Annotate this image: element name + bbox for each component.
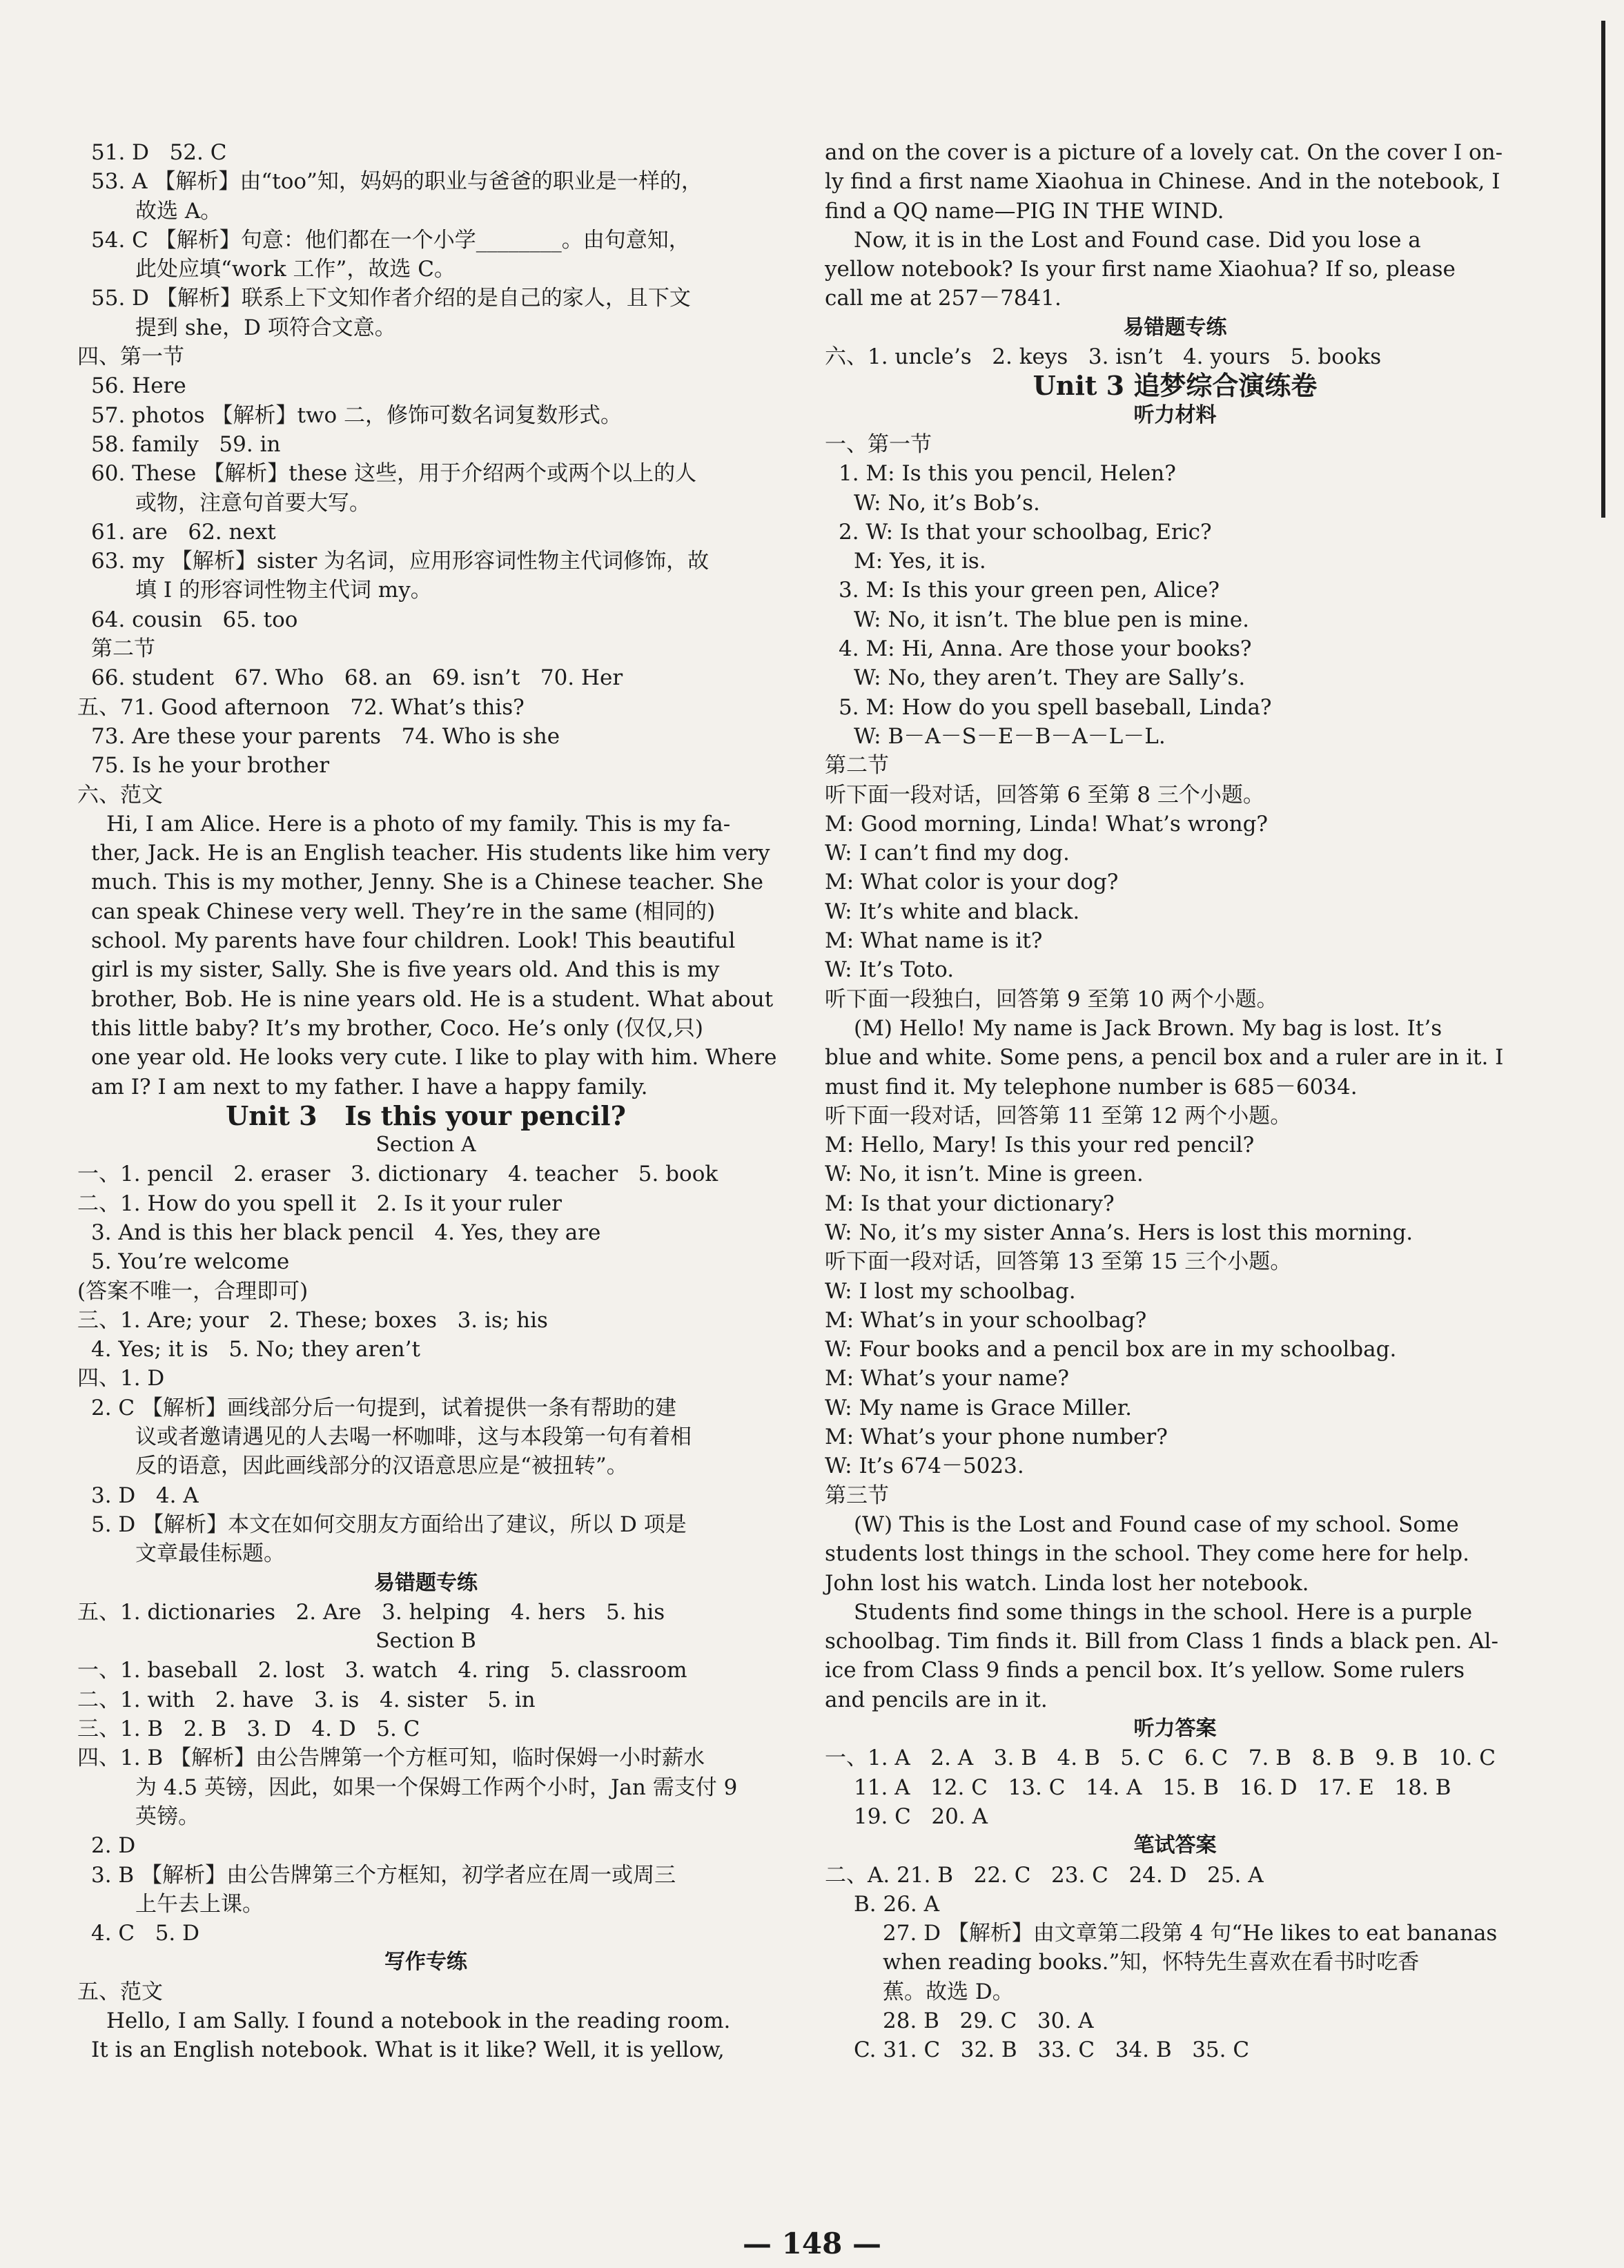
right-column-line: M: What’s your name?	[825, 1366, 1070, 1391]
left-column-line: girl is my sister, Sally. She is five years old. And this is my	[91, 957, 720, 983]
right-column-line: students lost things in the school. They come here for help.	[825, 1541, 1469, 1567]
left-column-line: 53. A 【解析】由“too”知，妈妈的职业与爸爸的职业是一样的，	[91, 169, 703, 195]
left-column-line: Section B	[375, 1629, 476, 1654]
right-column-line: M: Hello, Mary! Is this your red pencil?	[825, 1133, 1255, 1158]
left-column-line: 3. D 4. A	[91, 1483, 199, 1508]
right-column-line: 听力答案	[1133, 1717, 1217, 1741]
right-column-line: W: No, it’s my sister Anna’s. Hers is lost this morning.	[825, 1220, 1413, 1245]
left-column-line: 5. You’re welcome	[91, 1249, 290, 1275]
right-column-line: 六、1. uncle’s 2. keys 3. isn’t 4. yours 5. books	[825, 344, 1382, 370]
right-column-line: W: B－A－S－E－B－A－L－L.	[854, 723, 1166, 749]
right-column-line: 28. B 29. C 30. A	[883, 2008, 1094, 2033]
left-column-line: 文章最佳标题。	[135, 1541, 285, 1567]
right-column-line: 二、A. 21. B 22. C 23. C 24. D 25. A	[825, 1862, 1264, 1888]
left-column-line: 反的语意，因此画线部分的汉语意思应是“被扭转”。	[135, 1454, 628, 1479]
right-column-line: 笔试答案	[1133, 1833, 1217, 1858]
right-column-line: 19. C 20. A	[854, 1803, 988, 1829]
left-column-line: 2. D	[91, 1833, 136, 1859]
right-column-line: C. 31. C 32. B 33. C 34. B 35. C	[854, 2037, 1250, 2063]
left-column-line: 六、范文	[77, 782, 163, 808]
right-column-line: M: What name is it?	[825, 928, 1043, 954]
right-column-line: W: No, it isn’t. Mine is green.	[825, 1162, 1144, 1187]
left-column-line: brother, Bob. He is nine years old. He is a student. What about	[91, 986, 774, 1012]
right-column-line: and on the cover is a picture of a lovely cat. On the cover I on-	[825, 140, 1503, 165]
left-column-line: 60. These 【解析】these 这些，用于介绍两个或两个以上的人	[91, 461, 697, 487]
left-column-line: 此处应填“work 工作”，故选 C。	[135, 257, 456, 282]
left-column-line: 填 I 的形容词性物主代词 my。	[135, 578, 432, 603]
left-column-line: 一、1. baseball 2. lost 3. watch 4. ring 5. classroom	[77, 1658, 687, 1683]
right-column-line: ice from Class 9 finds a pencil box. It’s yellow. Some rulers	[825, 1658, 1465, 1683]
right-column-line: 1. M: Is this you pencil, Helen?	[839, 461, 1176, 487]
left-column-line: ther, Jack. He is an English teacher. His students like him very	[91, 841, 770, 866]
left-column-line: 二、1. How do you spell it 2. Is it your ruler	[77, 1191, 562, 1216]
left-column-line: 56. Here	[91, 373, 186, 399]
left-column-line: Hi, I am Alice. Here is a photo of my family. This is my fa-	[106, 811, 731, 837]
left-column-line: 55. D 【解析】联系上下文知作者介绍的是自己的家人，且下文	[91, 286, 691, 311]
right-column-line: schoolbag. Tim finds it. Bill from Class 1 finds a black pen. Al-	[825, 1629, 1498, 1654]
left-column-line: It is an English notebook. What is it like? Well, it is yellow,	[91, 2037, 725, 2063]
right-column-line: W: No, it’s Bob’s.	[854, 490, 1040, 516]
left-column-line: Section A	[375, 1133, 476, 1157]
left-column-line: 75. Is he your brother	[91, 753, 330, 779]
right-column	[825, 138, 1525, 2065]
right-column-line: W: I lost my schoolbag.	[825, 1278, 1076, 1304]
right-column-line: B. 26. A	[854, 1891, 940, 1917]
right-column-line: 3. M: Is this your green pen, Alice?	[839, 578, 1220, 603]
right-column-line: (W) This is the Lost and Found case of my school. Some	[854, 1512, 1459, 1537]
page-number: — 148 —	[743, 2227, 881, 2260]
right-column-line: 易错题专练	[1123, 315, 1227, 340]
right-column-line: 第二节	[825, 753, 889, 779]
right-column-line: 听力材料	[1133, 402, 1217, 427]
right-column-line: call me at 257－7841.	[825, 286, 1062, 311]
left-column-line: 或物，注意句首要大写。	[135, 490, 371, 516]
left-column-line: 四、1. D	[77, 1366, 165, 1391]
left-column-line: 第二节	[91, 636, 155, 662]
right-column-line: W: I can’t find my dog.	[825, 841, 1070, 866]
left-column-line: 议或者邀请遇见的人去喝一杯咖啡，这与本段第一句有着相	[135, 1425, 692, 1450]
right-column-line: W: It’s Toto.	[825, 957, 955, 983]
left-column-line: school. My parents have four children. Look! This beautiful	[91, 928, 736, 954]
left-column-line: 2. C 【解析】画线部分后一句提到，试着提供一条有帮助的建	[91, 1395, 677, 1420]
left-column-line: 64. cousin 65. too	[91, 607, 298, 632]
left-column-line: 英镑。	[135, 1803, 199, 1829]
right-column-line: 第三节	[825, 1483, 889, 1508]
left-column-line: one year old. He looks very cute. I like to play with him. Where	[91, 1045, 777, 1071]
right-column-line: 5. M: How do you spell baseball, Linda?	[839, 694, 1272, 720]
right-column-line: 2. W: Is that your schoolbag, Eric?	[839, 519, 1212, 545]
left-column-line: 54. C 【解析】句意：他们都在一个小学________。由句意知，	[91, 227, 690, 253]
left-column-line: 一、1. pencil 2. eraser 3. dictionary 4. teacher 5. book	[77, 1162, 718, 1187]
left-column-line: Unit 3 Is this your pencil?	[226, 1099, 626, 1131]
right-column-line: Students find some things in the school. Here is a purple	[854, 1599, 1473, 1625]
left-column-line: 三、1. B 2. B 3. D 4. D 5. C	[77, 1717, 420, 1742]
left-column-line: 61. are 62. next	[91, 519, 276, 545]
left-column-line: 5. D 【解析】本文在如何交朋友方面给出了建议，所以 D 项是	[91, 1512, 687, 1537]
right-column-line: and pencils are in it.	[825, 1687, 1048, 1712]
left-column-line: 57. photos 【解析】two 二，修饰可数名词复数形式。	[91, 402, 623, 428]
right-column-line: W: No, it isn’t. The blue pen is mine.	[854, 607, 1249, 632]
left-column-line: 51. D 52. C	[91, 140, 227, 165]
left-column-line: much. This is my mother, Jenny. She is a Chinese teacher. She	[91, 870, 763, 895]
left-column-line: 四、1. B 【解析】由公告牌第一个方框可知，临时保姆一小时薪水	[77, 1746, 705, 1771]
left-column-line: 3. And is this her black pencil 4. Yes, they are	[91, 1220, 601, 1245]
right-column-line: W: It’s white and black.	[825, 899, 1080, 924]
left-column-line: Hello, I am Sally. I found a notebook in the reading room.	[106, 2008, 731, 2033]
right-column-line: 一、第一节	[825, 431, 932, 457]
right-column-line: 4. M: Hi, Anna. Are those your books?	[839, 636, 1252, 662]
left-column-line: 写作专练	[384, 1950, 467, 1975]
left-column-line: 五、范文	[77, 1979, 163, 2004]
right-column-line: 听下面一段独白，回答第 9 至第 10 两个小题。	[825, 986, 1278, 1012]
left-column-line: 故选 A。	[135, 198, 222, 224]
left-column-line: 五、71. Good afternoon 72. What’s this?	[77, 694, 525, 720]
left-column-line: 为 4.5 英镑，因此，如果一个保姆工作两个小时，Jan 需支付 9	[135, 1775, 738, 1800]
left-column-line: 4. C 5. D	[91, 1921, 199, 1946]
right-column-line: John lost his watch. Linda lost her notebook.	[825, 1570, 1309, 1596]
left-column-line: 二、1. with 2. have 3. is 4. sister 5. in	[77, 1687, 536, 1712]
left-column-line: am I? I am next to my father. I have a happy family.	[91, 1074, 648, 1099]
left-column-line: 73. Are these your parents 74. Who is she	[91, 723, 560, 749]
right-column-line: M: What color is your dog?	[825, 870, 1119, 895]
right-column-line: 蕉。故选 D。	[883, 1979, 1014, 2004]
left-column-line: 3. B 【解析】由公告牌第三个方框知，初学者应在周一或周三	[91, 1862, 676, 1888]
left-column-line: 提到 she，D 项符合文意。	[135, 315, 396, 340]
right-column-line: M: What’s your phone number?	[825, 1425, 1168, 1450]
right-column-line: Now, it is in the Lost and Found case. Did you lose a	[854, 227, 1421, 253]
right-column-line: W: Four books and a pencil box are in my schoolbag.	[825, 1337, 1397, 1362]
left-column-line: 4. Yes; it is 5. No; they aren’t	[91, 1337, 420, 1362]
left-column	[77, 138, 777, 2065]
right-column-line: M: Is that your dictionary?	[825, 1191, 1115, 1216]
right-column-line: W: No, they aren’t. They are Sally’s.	[854, 665, 1246, 691]
right-column-line: M: What’s in your schoolbag?	[825, 1307, 1147, 1333]
left-column-line: 58. family 59. in	[91, 431, 281, 457]
right-column-line: ly find a first name Xiaohua in Chinese. And in the notebook, I	[825, 169, 1500, 195]
right-column-line: W: It’s 674－5023.	[825, 1454, 1024, 1479]
right-column-line: W: My name is Grace Miller.	[825, 1395, 1133, 1420]
right-column-line: 一、1. A 2. A 3. B 4. B 5. C 6. C 7. B 8. B 9. B 10. C	[825, 1746, 1496, 1771]
left-column-line: 易错题专练	[374, 1570, 478, 1595]
right-column-line: when reading books.”知，怀特先生喜欢在看书时吃香	[883, 1950, 1420, 1975]
left-column-line: (答案不唯一，合理即可)	[77, 1278, 309, 1304]
right-column-line: 听下面一段对话，回答第 6 至第 8 三个小题。	[825, 782, 1264, 808]
right-column-line: 听下面一段对话，回答第 13 至第 15 三个小题。	[825, 1249, 1292, 1275]
left-column-line: 四、第一节	[77, 344, 184, 370]
right-column-line: yellow notebook? Is your first name Xiaohua? If so, please	[825, 257, 1456, 282]
left-column-line: can speak Chinese very well. They’re in the same (相同的)	[91, 899, 716, 924]
left-column-line: 上午去上课。	[135, 1891, 264, 1917]
right-column-line: must find it. My telephone number is 685－6034.	[825, 1074, 1358, 1099]
right-column-line: M: Good morning, Linda! What’s wrong?	[825, 811, 1269, 837]
right-column-line: (M) Hello! My name is Jack Brown. My bag is lost. It’s	[854, 1015, 1442, 1041]
binding-edge-mark	[1601, 21, 1605, 518]
left-column-line: 63. my 【解析】sister 为名词，应用形容词性物主代词修饰，故	[91, 549, 710, 574]
right-column-line: Unit 3 追梦综合演练卷	[1033, 370, 1318, 402]
right-column-line: 11. A 12. C 13. C 14. A 15. B 16. D 17. E 18. B	[854, 1775, 1451, 1800]
left-column-line: 66. student 67. Who 68. an 69. isn’t 70. Her	[91, 665, 623, 691]
right-column-line: M: Yes, it is.	[854, 549, 986, 574]
right-column-line: blue and white. Some pens, a pencil box and a ruler are in it. I	[825, 1045, 1504, 1071]
left-column-line: 五、1. dictionaries 2. Are 3. helping 4. hers 5. his	[77, 1599, 665, 1625]
right-column-line: 听下面一段对话，回答第 11 至第 12 两个小题。	[825, 1103, 1292, 1128]
left-column-line: this little baby? It’s my brother, Coco. He’s only (仅仅,只)	[91, 1015, 703, 1041]
right-column-line: 27. D 【解析】由文章第二段第 4 句“He likes to eat bananas	[883, 1921, 1498, 1946]
right-column-line: find a QQ name—PIG IN THE WIND.	[825, 198, 1224, 224]
left-column-line: 三、1. Are; your 2. These; boxes 3. is; his	[77, 1307, 548, 1333]
